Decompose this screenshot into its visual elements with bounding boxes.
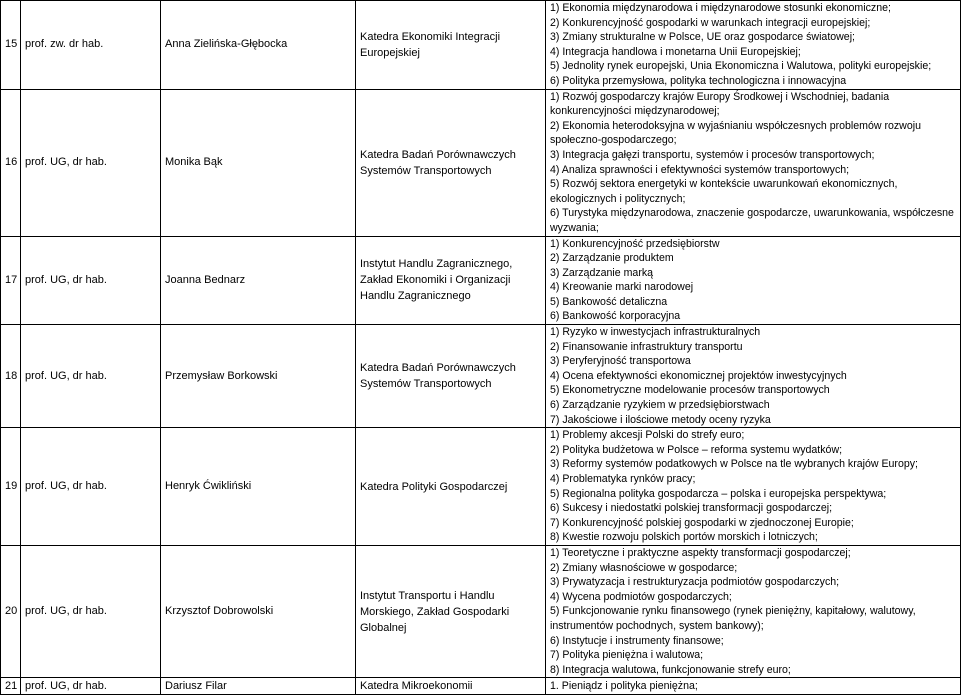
person-name: Przemysław Borkowski — [165, 369, 278, 382]
department-name: Instytut Handlu Zagranicznego, Zakład Ekonomiki i Organizacji Handlu Zagranicznego — [360, 258, 513, 303]
person-name-cell — [161, 428, 356, 546]
row-number-cell — [1, 678, 21, 695]
topic-item: 3) Prywatyzacja i restrukturyzacja podmiotów gospodarczych; — [550, 576, 840, 589]
academic-title-cell — [21, 678, 161, 695]
department-name-cell — [356, 89, 546, 236]
academic-title-cell — [21, 325, 161, 428]
academic-title-cell — [21, 428, 161, 546]
row-number: 19 — [5, 480, 18, 493]
person-name: Monika Bąk — [165, 156, 223, 169]
topic-item: 7) Jakościowe i ilościowe metody oceny ryzyka — [550, 413, 771, 426]
academic-title: prof. UG, dr hab. — [25, 605, 107, 618]
topic-item: 2) Zarządzanie produktem — [550, 252, 674, 265]
topic-item: 1) Ryzyko w inwestycjach infrastrukturalnych — [550, 326, 761, 339]
row-number-cell — [1, 236, 21, 325]
table-row — [1, 89, 961, 236]
topic-item: 6) Sukcesy i niedostatki polskiej transformacji gospodarczej; — [550, 502, 833, 515]
table-row — [1, 1, 961, 90]
topic-item: 4) Analiza sprawności i efektywności systemów transportowych; — [550, 163, 850, 176]
topic-item: 4) Problematyka rynków pracy; — [550, 473, 696, 485]
topic-item: 3) Zmiany strukturalne w Polsce, UE oraz gospodarce światowej; — [550, 31, 855, 44]
department-name: Katedra Badań Porównawczych Systemów Transportowych — [360, 362, 516, 391]
topic-item: 3) Peryferyjność transportowa — [550, 355, 691, 368]
row-number: 21 — [5, 679, 18, 692]
row-number: 15 — [5, 38, 18, 51]
academic-title: prof. UG, dr hab. — [25, 273, 107, 286]
person-name-cell — [161, 1, 356, 90]
topic-item: 1) Rozwój gospodarczy krajów Europy Środkowej i Wschodniej, badania konkurencyjności międzynarodowej; — [550, 90, 890, 118]
topic-item: 5) Regionalna polityka gospodarcza – polska i europejska perspektywa; — [550, 487, 887, 500]
academic-title-cell — [21, 236, 161, 325]
academic-title: prof. UG, dr hab. — [25, 480, 107, 493]
department-name: Katedra Mikroekonomii — [360, 680, 473, 693]
topic-item: 5) Ekonometryczne modelowanie procesów transportowych — [550, 384, 830, 397]
row-number: 16 — [5, 156, 18, 169]
department-name: Katedra Badań Porównawczych Systemów Transportowych — [360, 148, 516, 177]
topics-cell — [546, 89, 961, 236]
department-name-cell — [356, 678, 546, 695]
department-name: Katedra Ekonomiki Integracji Europejskiej — [360, 30, 501, 59]
topic-item: 2) Zmiany własnościowe w gospodarce; — [550, 561, 738, 574]
topic-item: 5) Jednolity rynek europejski, Unia Ekonomiczna i Walutowa, polityki europejskie; — [550, 60, 932, 73]
person-name: Dariusz Filar — [165, 679, 227, 692]
table-body — [1, 1, 961, 695]
topic-item: 6) Instytucje i instrumenty finansowe; — [550, 634, 724, 647]
topic-item: 2) Ekonomia heterodoksyjna w wyjaśnianiu współczesnych problemów rozwoju społeczno-gospodarczego; — [550, 119, 921, 147]
topics-cell — [546, 1, 961, 90]
row-number-cell — [1, 1, 21, 90]
department-name: Katedra Polityki Gospodarczej — [360, 480, 508, 493]
table-row — [1, 428, 961, 546]
topic-item: 2) Finansowanie infrastruktury transportu — [550, 340, 743, 353]
topic-item: 2) Polityka budżetowa w Polsce – reforma systemu wydatków; — [550, 443, 843, 456]
topic-item: 6) Zarządzanie ryzykiem w przedsiębiorstwach — [550, 399, 770, 412]
topic-item: 1) Konkurencyjność przedsiębiorstw — [550, 237, 720, 250]
topic-item: 4) Ocena efektywności ekonomicznej projektów inwestycyjnych — [550, 369, 847, 382]
topic-item: 8) Kwestie rozwoju polskich portów morskich i lotniczych; — [550, 531, 818, 544]
topics-cell — [546, 325, 961, 428]
row-number-cell — [1, 89, 21, 236]
department-name-cell — [356, 236, 546, 325]
row-number-cell — [1, 325, 21, 428]
topics-cell — [546, 545, 961, 677]
table-row — [1, 236, 961, 325]
department-name-cell — [356, 1, 546, 90]
academic-title-cell — [21, 1, 161, 90]
person-name-cell — [161, 89, 356, 236]
row-number: 18 — [5, 369, 18, 382]
topic-item: 4) Integracja handlowa i monetarna Unii Europejskiej; — [550, 45, 801, 58]
person-name-cell — [161, 678, 356, 695]
topic-item: 7) Konkurencyjność polskiej gospodarki w zjednoczonej Europie; — [550, 516, 854, 529]
academic-title: prof. zw. dr hab. — [25, 38, 104, 51]
table-row — [1, 325, 961, 428]
person-name-cell — [161, 325, 356, 428]
topic-item: 6) Bankowość korporacyjna — [550, 310, 681, 323]
topic-item: 7) Polityka pieniężna i walutowa; — [550, 649, 704, 662]
row-number-cell — [1, 545, 21, 677]
topics-cell — [546, 428, 961, 546]
topic-item: 3) Integracja gałęzi transportu, systemów i procesów transportowych; — [550, 148, 875, 161]
academic-title: prof. UG, dr hab. — [25, 156, 107, 169]
person-name: Henryk Ćwikliński — [165, 480, 252, 493]
academic-title: prof. UG, dr hab. — [25, 679, 107, 692]
academic-title-cell — [21, 545, 161, 677]
topic-item: 4) Kreowanie marki narodowej — [550, 281, 694, 294]
row-number: 17 — [5, 273, 18, 286]
row-number: 20 — [5, 605, 18, 618]
topic-item: 8) Integracja walutowa, funkcjonowanie strefy euro; — [550, 663, 791, 676]
department-name-cell — [356, 545, 546, 677]
topic-item: 6) Polityka przemysłowa, polityka technologiczna i innowacyjna — [550, 74, 847, 87]
table-row — [1, 678, 961, 695]
topics-cell — [546, 678, 961, 695]
topic-item: 1) Teoretyczne i praktyczne aspekty transformacji gospodarczej; — [550, 546, 851, 559]
topic-item: 1) Ekonomia międzynarodowa i międzynarodowe stosunki ekonomiczne; — [550, 2, 891, 14]
table-row — [1, 545, 961, 677]
academic-title-cell — [21, 89, 161, 236]
topic-item: 1. Pieniądz i polityka pieniężna; — [550, 680, 698, 693]
department-name: Instytut Transportu i Handlu Morskiego, Zakład Gospodarki Globalnej — [360, 589, 510, 634]
topics-cell — [546, 236, 961, 325]
topic-item: 3) Zarządzanie marką — [550, 266, 654, 279]
topic-item: 5) Funkcjonowanie rynku finansowego (rynek pieniężny, kapitałowy, walutowy, instrumentów pochodnych, system bankowy); — [550, 605, 916, 632]
department-name-cell — [356, 325, 546, 428]
person-name-cell — [161, 545, 356, 677]
topic-item: 2) Konkurencyjność gospodarki w warunkach integracji europejskiej; — [550, 16, 871, 29]
topic-item: 1) Problemy akcesji Polski do strefy euro; — [550, 429, 745, 442]
person-name-cell — [161, 236, 356, 325]
topic-item: 5) Rozwój sektora energetyki w kontekście uwarunkowań ekonomicznych, ekologicznych i politycznych; — [550, 178, 898, 205]
department-name-cell — [356, 428, 546, 546]
topic-item: 6) Turystyka międzynarodowa, znaczenie gospodarcze, uwarunkowania, współczesne wyzwania; — [550, 207, 954, 234]
person-name: Joanna Bednarz — [165, 273, 246, 286]
academic-title: prof. UG, dr hab. — [25, 369, 107, 382]
person-name: Krzysztof Dobrowolski — [165, 605, 274, 618]
person-name: Anna Zielińska-Głębocka — [165, 38, 288, 51]
topic-item: 5) Bankowość detaliczna — [550, 295, 668, 308]
topic-item: 3) Reformy systemów podatkowych w Polsce na tle wybranych krajów Europy; — [550, 458, 918, 471]
row-number-cell — [1, 428, 21, 546]
topic-item: 4) Wycena podmiotów gospodarczych; — [550, 590, 732, 603]
